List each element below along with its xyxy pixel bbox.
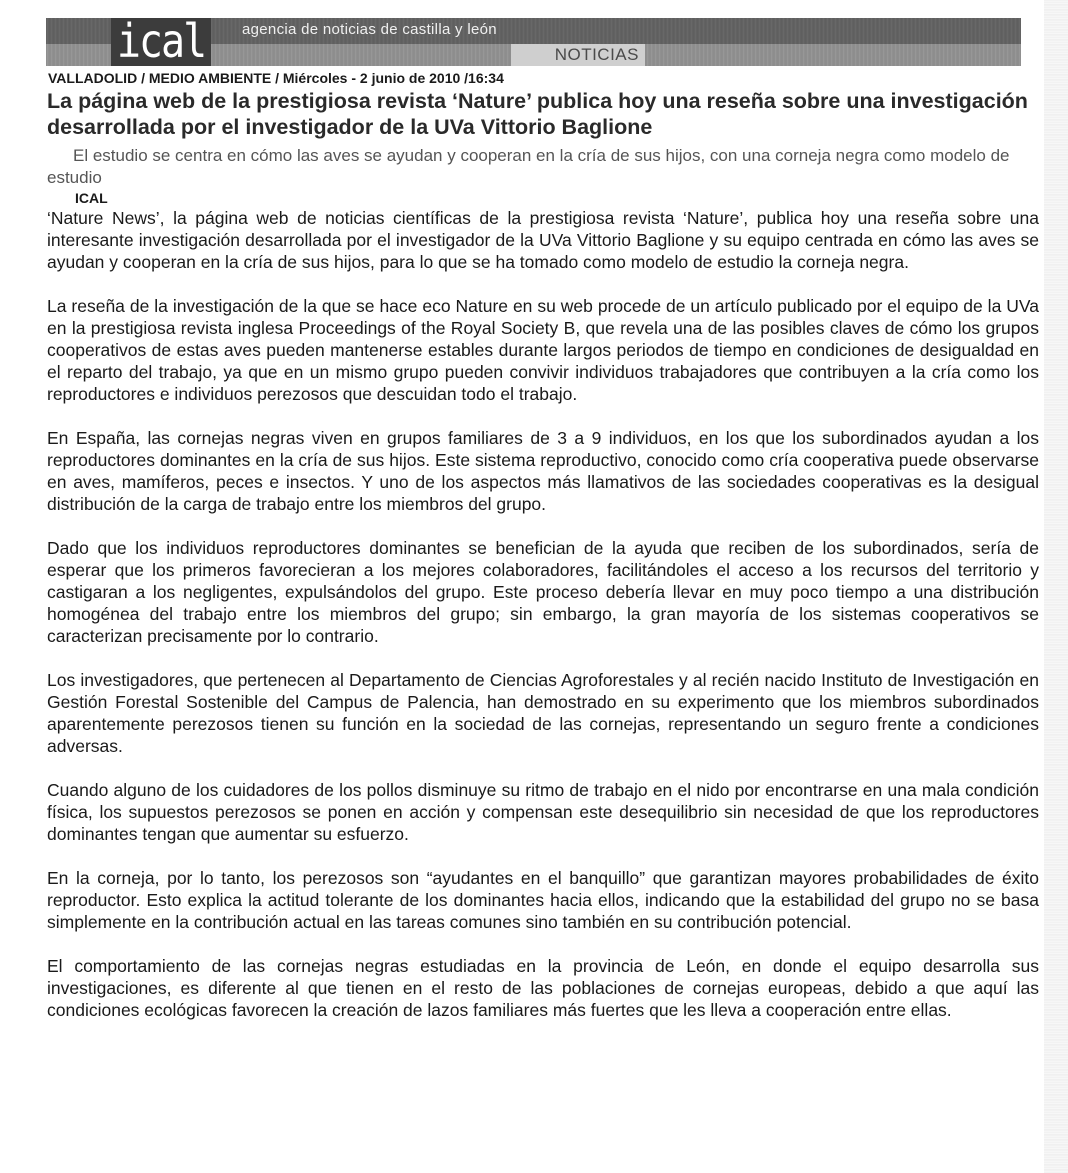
headline: La página web de la prestigiosa revista ‘Nature’ publica hoy una reseña sobre una investigación desarrollada por el investigador de la UVa Vittorio Baglione bbox=[47, 89, 1028, 139]
paragraph: Dado que los individuos reproductores dominantes se benefician de la ayuda que reciben de los subordinados, sería de esperar que los primeros favorecieran a los mejores colaboradores, facilitándoles el acceso a los recursos del territorio y castigaran a los negligentes, expulsándolos del grupo. Este proceso debería llevar en muy poco tiempo a una distribución homogénea del trabajo entre los miembros del grupo; sin embargo, la gran mayoría de los sistemas cooperativos se caracterizan precisamente por lo contrario. bbox=[47, 538, 1039, 646]
byline: ICAL bbox=[75, 190, 108, 206]
paragraph: En España, las cornejas negras viven en grupos familiares de 3 a 9 individuos, en los que los subordinados ayudan a los reproductores dominantes en la cría de sus hijos. Este sistema reproductivo, conocido como cría cooperativa puede observarse en aves, mamíferos, peces e insectos. Y uno de los aspectos más llamativos de las sociedades cooperativas es la desigual distribución de la carga de trabajo entre los miembros del grupo. bbox=[47, 428, 1039, 514]
dateline: VALLADOLID / MEDIO AMBIENTE / Miércoles - 2 junio de 2010 /16:34 bbox=[48, 70, 504, 86]
paragraph: ‘Nature News’, la página web de noticias científicas de la prestigiosa revista ‘Nature’, publica hoy una reseña sobre una interesante investigación desarrollada por el investigador de la UVa Vittorio Baglione y su equipo centrada en cómo las aves se ayudan y cooperan en la cría de sus hijos, para lo que se ha tomado como modelo de estudio la corneja negra. bbox=[47, 208, 1039, 272]
scan-edge bbox=[1044, 0, 1068, 1173]
paragraph: Cuando alguno de los cuidadores de los pollos disminuye su ritmo de trabajo en el nido por encontrarse en una mala condición física, los supuestos perezosos se ponen en acción y compensan este desequilibrio sin necesidad de que los reproductores dominantes tengan que aumentar su esfuerzo. bbox=[47, 780, 1039, 844]
paragraph: Los investigadores, que pertenecen al Departamento de Ciencias Agroforestales y al recién nacido Instituto de Investigación en Gestión Forestal Sostenible del Campus de Palencia, han demostrado en su experimento que los miembros subordinados aparentemente perezosos tienen su función en la sociedad de las cornejas, representando un seguro frente a condiciones adversas. bbox=[47, 670, 1039, 756]
paragraph: En la corneja, por lo tanto, los perezosos son “ayudantes en el banquillo” que garantizan mayores probabilidades de éxito reproductor. Esto explica la actitud tolerante de los dominantes hacia ellos, indicando que la estabilidad del grupo no se basa simplemente en la contribución actual en las tareas comunes sino también en su contribución potencial. bbox=[47, 868, 1039, 932]
article-body bbox=[47, 207, 1039, 1043]
section-label: NOTICIAS bbox=[554, 45, 639, 64]
paragraph: La reseña de la investigación de la que se hace eco Nature en su web procede de un artículo publicado por el equipo de la UVa en la prestigiosa revista inglesa Proceedings of the Royal Society B, que revela una de las posibles claves de cómo los grupos cooperativos de estas aves pueden mantenerse estables durante largos periodos de tiempo en condiciones de desigualdad en el reparto del trabajo, ya que en un mismo grupo pueden convivir individuos trabajadores que contribuyen a la cría como los reproductores e individuos perezosos que descuidan todo el trabajo. bbox=[47, 296, 1039, 404]
paragraph: El comportamiento de las cornejas negras estudiadas en la provincia de León, en donde el equipo desarrolla sus investigaciones, es diferente al que tienen en el resto de las poblaciones de cornejas europeas, debido a que aquí las condiciones ecológicas favorecen la creación de lazos familiares más fuertes que les lleva a cooperación entre ellas. bbox=[47, 956, 1039, 1020]
section-box bbox=[511, 44, 645, 66]
ical-logo bbox=[111, 15, 211, 69]
agency-header bbox=[46, 15, 1021, 69]
subheadline: El estudio se centra en cómo las aves se ayudan y cooperan en la cría de sus hijos, con una corneja negra como modelo de estudio bbox=[47, 146, 1010, 187]
logo-text: ical bbox=[116, 15, 206, 69]
agency-name: agencia de noticias de castilla y león bbox=[242, 21, 497, 38]
